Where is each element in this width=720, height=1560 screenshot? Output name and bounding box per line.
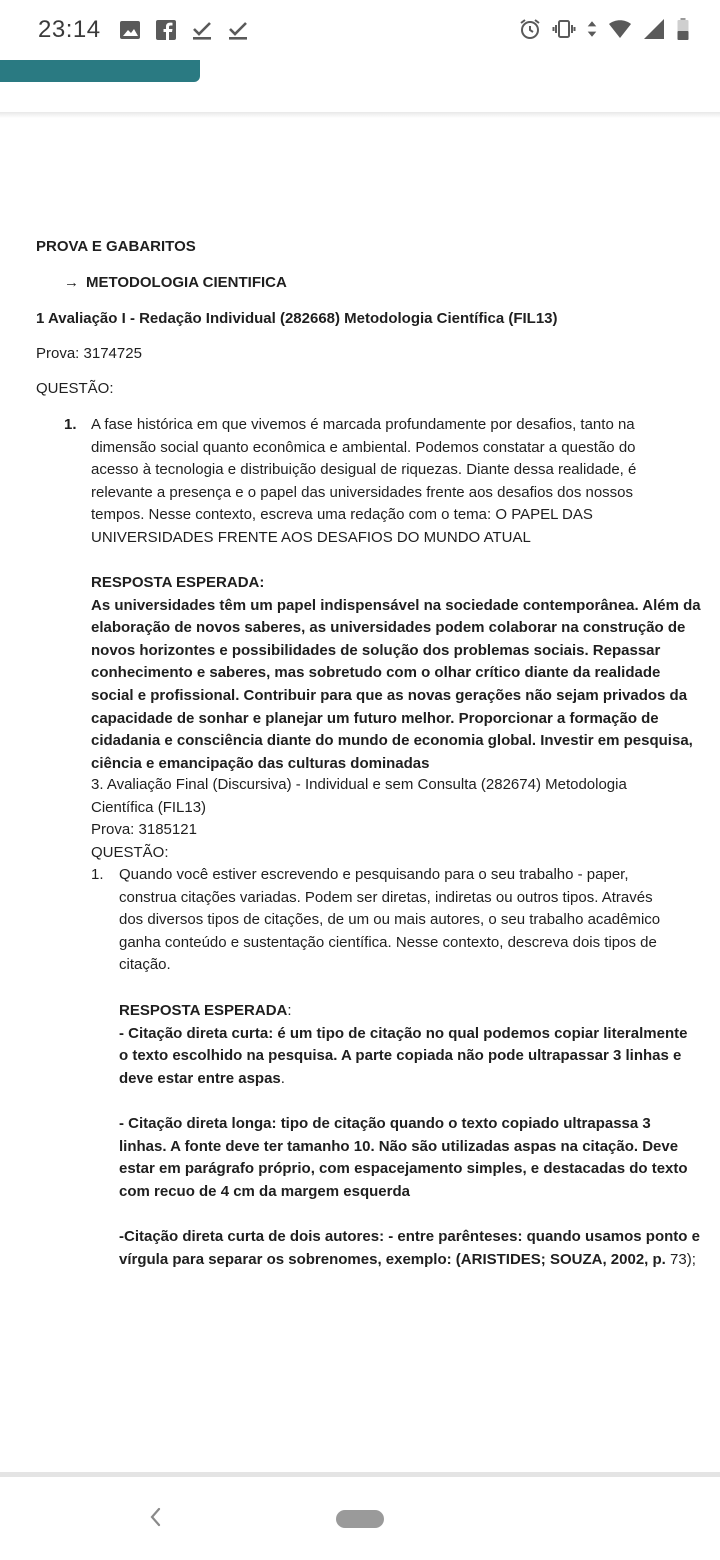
home-pill-icon[interactable]	[336, 1510, 384, 1528]
answer2-p1-last-line	[119, 1068, 700, 1091]
vibrate-icon	[552, 17, 576, 41]
question1-text	[91, 414, 636, 550]
exam1-questao: QUESTÃO:	[36, 380, 114, 397]
answer1-line: capacidade de sonhar e planejar um futuro melhor. Proporcionar a formação de	[91, 709, 659, 727]
question1-line: A fase histórica em que vivemos é marcada profundamente por desafios, tanto na	[91, 416, 635, 433]
answer2-p1-line: - Citação direta curta: é um tipo de citação no qual podemos copiar literalmente	[119, 1024, 688, 1042]
app-tab-indicator	[0, 60, 200, 82]
question1-number: 1.	[64, 416, 77, 433]
paragraph-spacer	[119, 1090, 700, 1113]
question2-line: ganha conteúdo e sustentação científica. Nesse contexto, descreva dois tipos de	[119, 933, 657, 951]
question2-line: Quando você estiver escrevendo e pesquisando para o seu trabalho - paper,	[119, 866, 629, 883]
answer2-p1-line: deve estar entre aspas	[119, 1069, 281, 1087]
document-page	[0, 118, 720, 1472]
gallery-icon	[118, 18, 142, 42]
answer1-line: ciência e emancipação das culturas dominadas	[91, 754, 430, 772]
answer2-label-colon: :	[287, 1002, 292, 1019]
arrow-icon: →	[64, 274, 79, 291]
alarm-icon	[518, 17, 542, 41]
data-arrows-icon	[586, 17, 598, 41]
answer2-label-line	[119, 1000, 700, 1023]
back-chevron-icon[interactable]	[144, 1505, 168, 1529]
exam1-prova: Prova: 3174725	[36, 345, 142, 362]
answer2-p1-line: o texto escolhido na pesquisa. A parte copiada não pode ultrapassar 3 linhas e	[119, 1047, 682, 1065]
exam3-questao: QUESTÃO:	[91, 843, 169, 861]
question1-line: acesso à tecnologia e distribuição desigual de riquezas. Diante dessa realidade, é	[91, 461, 637, 479]
question2-line: construa citações variadas. Podem ser diretas, indiretas ou outros tipos. Através	[119, 888, 653, 906]
check-download-icon	[190, 18, 214, 42]
answer2-p3-line: -Citação direta curta de dois autores: - entre parênteses: quando usamos ponto e	[119, 1227, 700, 1245]
exam3-title-line: Científica (FIL13)	[91, 798, 207, 816]
exam3-header	[91, 774, 627, 864]
answer1-block	[91, 572, 701, 775]
answer1-line: elaboração de novos saberes, as universidades podem colaborar na construção de	[91, 619, 686, 637]
question2-line: citação.	[119, 956, 171, 974]
exam3-title-line: 3. Avaliação Final (Discursiva) - Individual e sem Consulta (282674) Metodologia	[91, 776, 627, 793]
battery-icon	[676, 17, 690, 41]
answer2-block	[119, 1000, 700, 1271]
check-download-icon	[226, 18, 250, 42]
status-time: 23:14	[38, 16, 101, 43]
question2-number: 1.	[91, 866, 104, 883]
navigation-bar	[0, 1477, 720, 1560]
answer2-p2-line: - Citação direta longa: tipo de citação quando o texto copiado ultrapassa 3	[119, 1114, 651, 1132]
question1-line: dimensão social quanto econômica e ambiental. Podemos constatar a questão do	[91, 438, 636, 456]
facebook-icon	[154, 18, 178, 42]
answer1-line: novos horizontes e possibilidades de solução dos problemas sociais. Repassar	[91, 641, 661, 659]
answer1-label: RESPOSTA ESPERADA:	[91, 574, 265, 591]
answer2-p3-last-line	[119, 1249, 700, 1272]
answer2-p1-end: .	[280, 1069, 285, 1087]
question1-line: relevante a presença e o papel das universidades frente aos desafios dos nossos	[91, 483, 634, 501]
answer2-label: RESPOSTA ESPERADA	[119, 1002, 288, 1019]
exam1-title: 1 Avaliação I - Redação Individual (282668) Metodologia Científica (FIL13)	[36, 310, 558, 327]
document-heading: PROVA E GABARITOS	[36, 238, 196, 255]
question2-text	[119, 864, 660, 977]
status-bar	[0, 0, 720, 60]
answer1-line: conhecimento e saberes, mas sobretudo com o olhar crítico diante da realidade	[91, 664, 661, 682]
answer2-p3-normal: 73);	[665, 1250, 696, 1268]
answer1-line: cidadania e consciência diante do mundo de economia global. Investir em pesquisa,	[91, 732, 693, 750]
answer2-p2-line: linhas. A fonte deve ter tamanho 10. Não são utilizadas aspas na citação. Deve	[119, 1137, 679, 1155]
question1-line: UNIVERSIDADES FRENTE AOS DESAFIOS DO MUNDO ATUAL	[91, 528, 531, 546]
wifi-icon	[608, 17, 632, 41]
subject-line	[64, 272, 287, 295]
answer2-p2-line: com recuo de 4 cm da margem esquerda	[119, 1182, 410, 1200]
question2-line: dos diversos tipos de citações, de um ou mais autores, o seu trabalho acadêmico	[119, 911, 661, 929]
answer1-line: social e profissional. Contribuir para que as novas gerações não sejam privados da	[91, 686, 688, 704]
answer2-p3-bold: vírgula para separar os sobrenomes, exemplo: (ARISTIDES; SOUZA, 2002, p.	[119, 1250, 666, 1268]
answer1-line: As universidades têm um papel indispensável na sociedade contemporânea. Além da	[91, 596, 701, 614]
signal-icon	[642, 17, 666, 41]
exam3-prova: Prova: 3185121	[91, 821, 197, 839]
answer2-p2-line: estar em parágrafo próprio, com espacejamento simples, e destacadas do texto	[119, 1160, 688, 1178]
subject-label: METODOLOGIA CIENTIFICA	[86, 274, 287, 291]
paragraph-spacer	[119, 1203, 700, 1226]
question1-line: tempos. Nesse contexto, escreva uma redação com o tema: O PAPEL DAS	[91, 506, 593, 524]
